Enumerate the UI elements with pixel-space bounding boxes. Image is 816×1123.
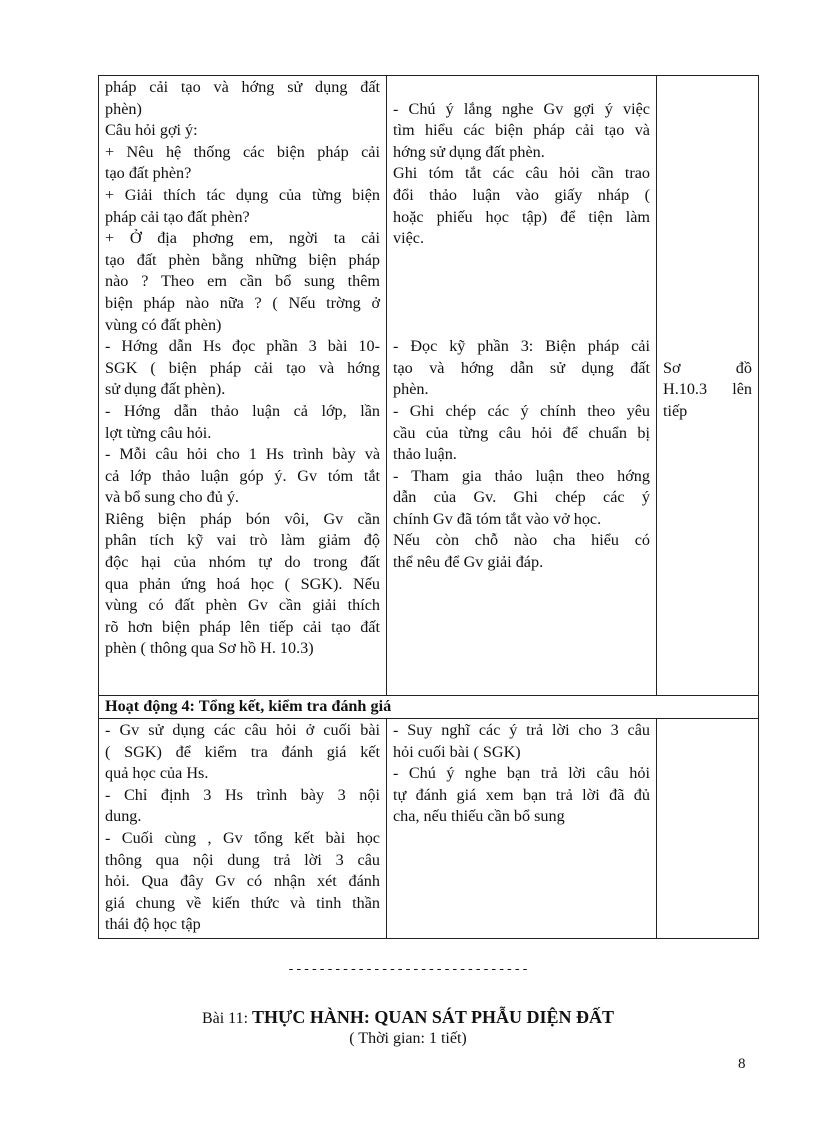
text-line: Riêng biện pháp bón vôi, Gv cần [105, 509, 380, 528]
text-line: + Giải thích tác dụng của từng biện [105, 185, 380, 204]
text-line: phèn. [393, 380, 429, 399]
text-line: độc hại của nhóm tự do trong đất [105, 553, 380, 572]
lesson-duration: ( Thời gian: 1 tiết) [349, 1030, 467, 1047]
text-line: SGK ( biện pháp cải tạo và hớng [105, 358, 380, 377]
text-line: - Ghi chép các ý chính theo yêu [393, 401, 650, 420]
text-line: dung. [105, 807, 142, 826]
table-row [99, 719, 759, 939]
text-line: - Hớng dẫn Hs đọc phần 3 bài 10- [105, 337, 380, 356]
lesson-plan-table [98, 75, 759, 939]
page-number: 8 [738, 1056, 746, 1072]
text-line: - Đọc kỹ phần 3: Biện pháp cải [393, 337, 650, 356]
table-row [99, 76, 759, 696]
text-line: đổi thảo luận vào giấy nháp ( [393, 185, 650, 204]
text-line: hỏi cuối bài ( SGK) [393, 742, 521, 761]
text-line: sử dụng đất phèn). [105, 380, 226, 399]
text-line: - Suy nghĩ các ý trả lời cho 3 câu [393, 721, 650, 739]
materials-cell [657, 76, 759, 696]
text-line: giá chung về kiến thức và tinh thần [105, 893, 380, 912]
text-line: - Chú ý lắng nghe Gv gợi ý việc [393, 99, 650, 118]
lesson-title: THỰC HÀNH: QUAN SÁT PHẪU DIỆN ĐẤT [252, 1007, 615, 1027]
text-line: vùng có đất phèn) [105, 315, 222, 334]
text-line: nào ? Theo em cần bổ sung thêm [105, 272, 380, 291]
text-line: tạo và hớng dẫn sử dụng đất [393, 358, 650, 377]
text-line: hỏi. Qua đây Gv có nhận xét đánh [105, 872, 380, 891]
text-line: tiếp [663, 401, 688, 420]
text-line: và bổ sung cho đủ ý. [105, 488, 239, 507]
text-line: Ghi tóm tắt các câu hỏi cần trao [393, 164, 650, 183]
text-line: thái độ học tập [105, 915, 201, 934]
lesson-number: Bài 11: [201, 1010, 249, 1027]
text-line: ( SGK) để kiểm tra đánh giá kết [105, 742, 380, 761]
text-line: - Chỉ định 3 Hs trình bày 3 nội [105, 785, 380, 804]
text-line: cầu của từng câu hỏi để chuẩn bị [393, 423, 650, 442]
text-line: dẫn của Gv. Ghi chép các ý [393, 488, 650, 507]
section-header-row [99, 696, 759, 719]
text-line: + Ở địa phơng em, ngời ta cải [105, 229, 380, 248]
text-line: biện pháp nào nữa ? ( Nếu trờng ở [105, 293, 380, 312]
text-line: H.10.3 lên [663, 380, 752, 399]
text-line: Nếu còn chỗ nào cha hiểu có [393, 531, 650, 550]
text-line: quả học của Hs. [105, 764, 209, 783]
text-line: hoặc phiếu học tập) để tiện làm [393, 207, 650, 226]
text-line: pháp cải tạo đất phèn? [105, 207, 250, 226]
text-line: vùng có đất phèn Gv cần giải thích [105, 596, 380, 615]
student-activity-cell [387, 719, 657, 939]
text-line: Câu hỏi gợi ý: [105, 121, 198, 140]
text-line: tìm hiểu các biện pháp cải tạo và [393, 121, 650, 140]
text-line: thông qua nội dung trả lời 3 câu [105, 850, 380, 869]
teacher-activity-cell [99, 719, 387, 939]
text-line: tạo đất phèn? [105, 164, 192, 183]
blank-space [663, 77, 752, 358]
text-line: - Mỗi câu hỏi cho 1 Hs trình bày và [105, 445, 380, 464]
section-title: Hoạt động 4: Tổng kết, kiểm tra đánh giá [99, 696, 759, 719]
text-line: rõ hơn biện pháp lên tiếp cải tạo đất [105, 617, 380, 636]
teacher-activity-cell [99, 76, 387, 696]
text-line: phân tích kỹ vai trò làm giảm độ [105, 531, 380, 550]
text-line: tạo đất phèn bằng những biện pháp [105, 250, 380, 269]
text-line: - Tham gia thảo luận theo hớng [393, 466, 650, 485]
text-line: Sơ đồ [663, 358, 752, 377]
student-activity-cell [387, 76, 657, 696]
text-line: phèn ( thông qua Sơ hồ H. 10.3) [105, 639, 314, 658]
section-separator: ------------------------------- [287, 962, 529, 977]
text-line: lợt từng câu hỏi. [105, 423, 212, 442]
text-line: pháp cải tạo và hớng sử dụng đất [105, 78, 380, 96]
text-line: việc. [393, 229, 425, 248]
text-line: - Cuối cùng , Gv tổng kết bài học [105, 828, 380, 847]
text-line: thể nêu để Gv giải đáp. [393, 553, 544, 572]
text-line: - Hớng dẫn thảo luận cả lớp, lần [105, 401, 380, 420]
text-line: qua phản ứng hoá học ( SGK). Nếu [105, 574, 380, 593]
text-line: cha, nếu thiếu cần bổ sung [393, 807, 565, 826]
lesson-heading [0, 1007, 816, 1028]
materials-cell [657, 719, 759, 939]
text-line: - Chú ý nghe bạn trả lời câu hỏi [393, 764, 650, 783]
text-line: tự đánh giá xem bạn trả lời đã đủ [393, 785, 650, 804]
text-line: phèn) [105, 99, 142, 118]
blank-space [393, 250, 650, 336]
text-line: chính Gv đã tóm tắt vào vở học. [393, 509, 602, 528]
blank-space [393, 77, 650, 99]
text-line: hớng sử dụng đất phèn. [393, 142, 545, 161]
text-line: - Gv sử dụng các câu hỏi ở cuối bài [105, 721, 380, 739]
text-line: + Nêu hệ thống các biện pháp cải [105, 142, 380, 161]
text-line: cả lớp thảo luận góp ý. Gv tóm tắt [105, 466, 380, 485]
text-line: thảo luận. [393, 445, 457, 464]
